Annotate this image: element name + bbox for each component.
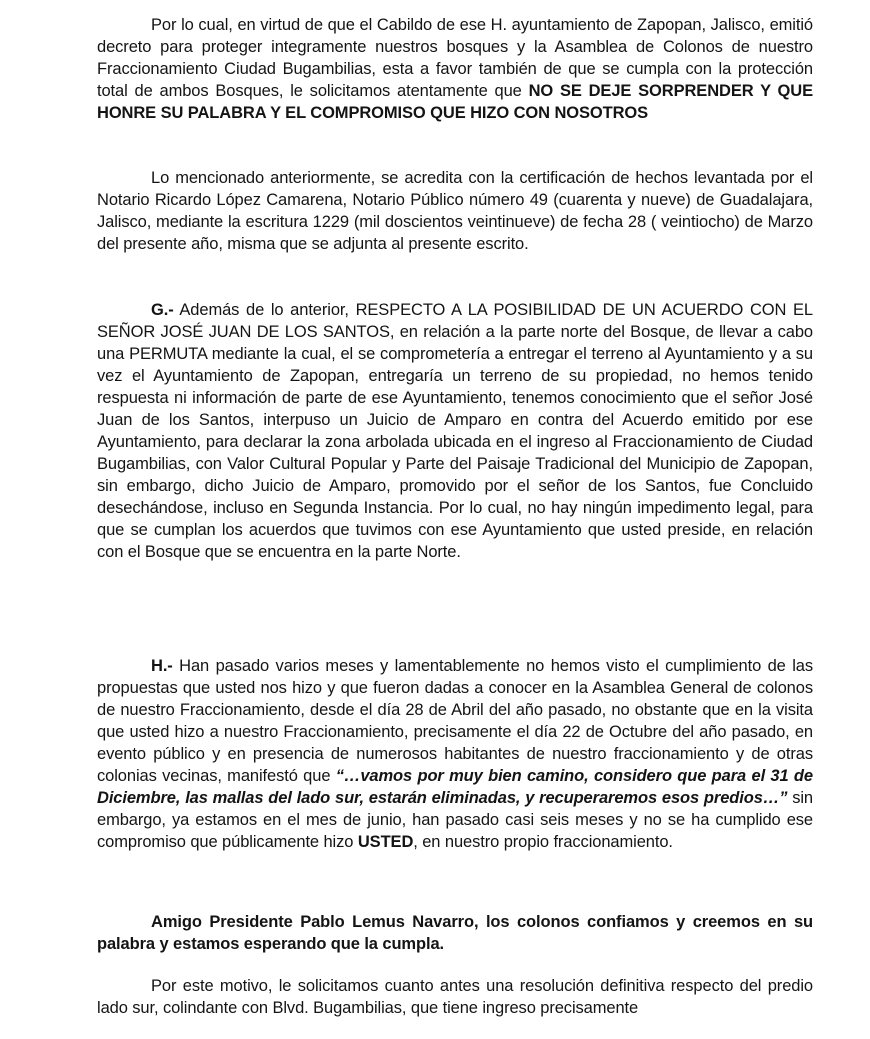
- paragraph-cabildo-decree: [97, 14, 813, 124]
- paragraph-h-compliance: [97, 655, 813, 853]
- paragraph-text: Han pasado varios meses y lamentablemente no hemos visto el cumplimiento de las propuestas que usted nos hizo y que fueron dadas a conocer en la Asamblea General de colonos de nuestro Fraccionamiento, desde el día 28 de Abril del año pasado, no obstante que en la visita que usted hizo a nuestro Fraccionamiento, precisamente el día 22 de Octubre del año pasado, en evento público y en presencia de numerosos habitantes de nuestro fraccionamiento y de otras colonias vecinas, manifestó que: [97, 657, 813, 785]
- section-label-g: G.-: [151, 301, 174, 319]
- bold-request: NO SE DEJE SORPRENDER Y QUE HONRE SU PALABRA Y EL COMPROMISO QUE HIZO CON NOSOTROS: [97, 82, 814, 122]
- paragraph-text: Además de lo anterior, RESPECTO A LA POSIBILIDAD DE UN ACUERDO CON EL SEÑOR JOSÉ JUAN DE LOS SANTOS, en relación a la parte norte del Bosque, de llevar a cabo una PERMUTA mediante la cual, el se comprometería a entregar el terreno al Ayuntamiento y a su vez el Ayuntamiento de Zapopan, entregaría un terreno de su propiedad, no hemos tenido respuesta ni información de parte de ese Ayuntamiento, tenemos conocimiento que el señor José Juan de los Santos, interpuso un Juicio de Amparo en contra del Acuerdo emitido por ese Ayuntamiento, para declarar la zona arbolada ubicada en el ingreso al Fraccionamiento de Ciudad Bugambilias, con Valor Cultural Popular y Parte del Paisaje Tradicional del Municipio de Zapopan, sin embargo, dicho Juicio de Amparo, promovido por el señor de los Santos, fue Concluido desechándose, incluso en Segunda Instancia. Por lo cual, no hay ningún impedimento legal, para que se cumplan los acuerdos que tuvimos con ese Ayuntamiento que usted preside, en relación con el Bosque que se encuentra en la parte Norte.: [97, 301, 813, 561]
- paragraph-text: Por este motivo, le solicitamos cuanto antes una resolución definitiva respecto del predio lado sur, colindante con Blvd. Bugambilias, que tiene ingreso precisamente: [97, 977, 813, 1017]
- paragraph-text: Lo mencionado anteriormente, se acredita con la certificación de hechos levantada por el Notario Ricardo López Camarena, Notario Público número 49 (cuarenta y nueve) de Guadalajara, Jalisco, mediante la escritura 1229 (mil doscientos veintinueve) de fecha 28 ( veintiocho) de Marzo del presente año, misma que se adjunta al presente escrito.: [97, 169, 813, 253]
- paragraph-text: , en nuestro propio fraccionamiento.: [413, 833, 673, 851]
- paragraph-text: Por lo cual, en virtud de que el Cabildo de ese H. ayuntamiento de Zapopan, Jalisco, emitió decreto para proteger integramente nuestros bosques y la Asamblea de Colonos de nuestro Fraccionamiento Ciudad Bugambilias, esta a favor también de que se cumpla con la protección total de ambos Bosques, le solicitamos atentamente que: [97, 16, 813, 100]
- section-label-h: H.-: [151, 657, 173, 675]
- bold-usted: USTED: [357, 833, 414, 851]
- paragraph-g-permuta: [97, 299, 813, 563]
- paragraph-text: sin embargo, ya estamos en el mes de junio, han pasado casi seis meses y no se ha cumplido ese compromiso que públicamente hizo: [97, 789, 813, 851]
- paragraph-notary-certification: [97, 167, 813, 255]
- paragraph-appeal-president: [97, 911, 813, 955]
- paragraph-text: Amigo Presidente Pablo Lemus Navarro, los colonos confiamos y creemos en su palabra y estamos esperando que la cumpla.: [97, 913, 813, 953]
- quoted-statement: “…vamos por muy bien camino, considero que para el 31 de Diciembre, las mallas del lado sur, estarán eliminadas, y recuperaremos esos predios…”: [97, 767, 813, 807]
- paragraph-resolution-request: [97, 975, 813, 1019]
